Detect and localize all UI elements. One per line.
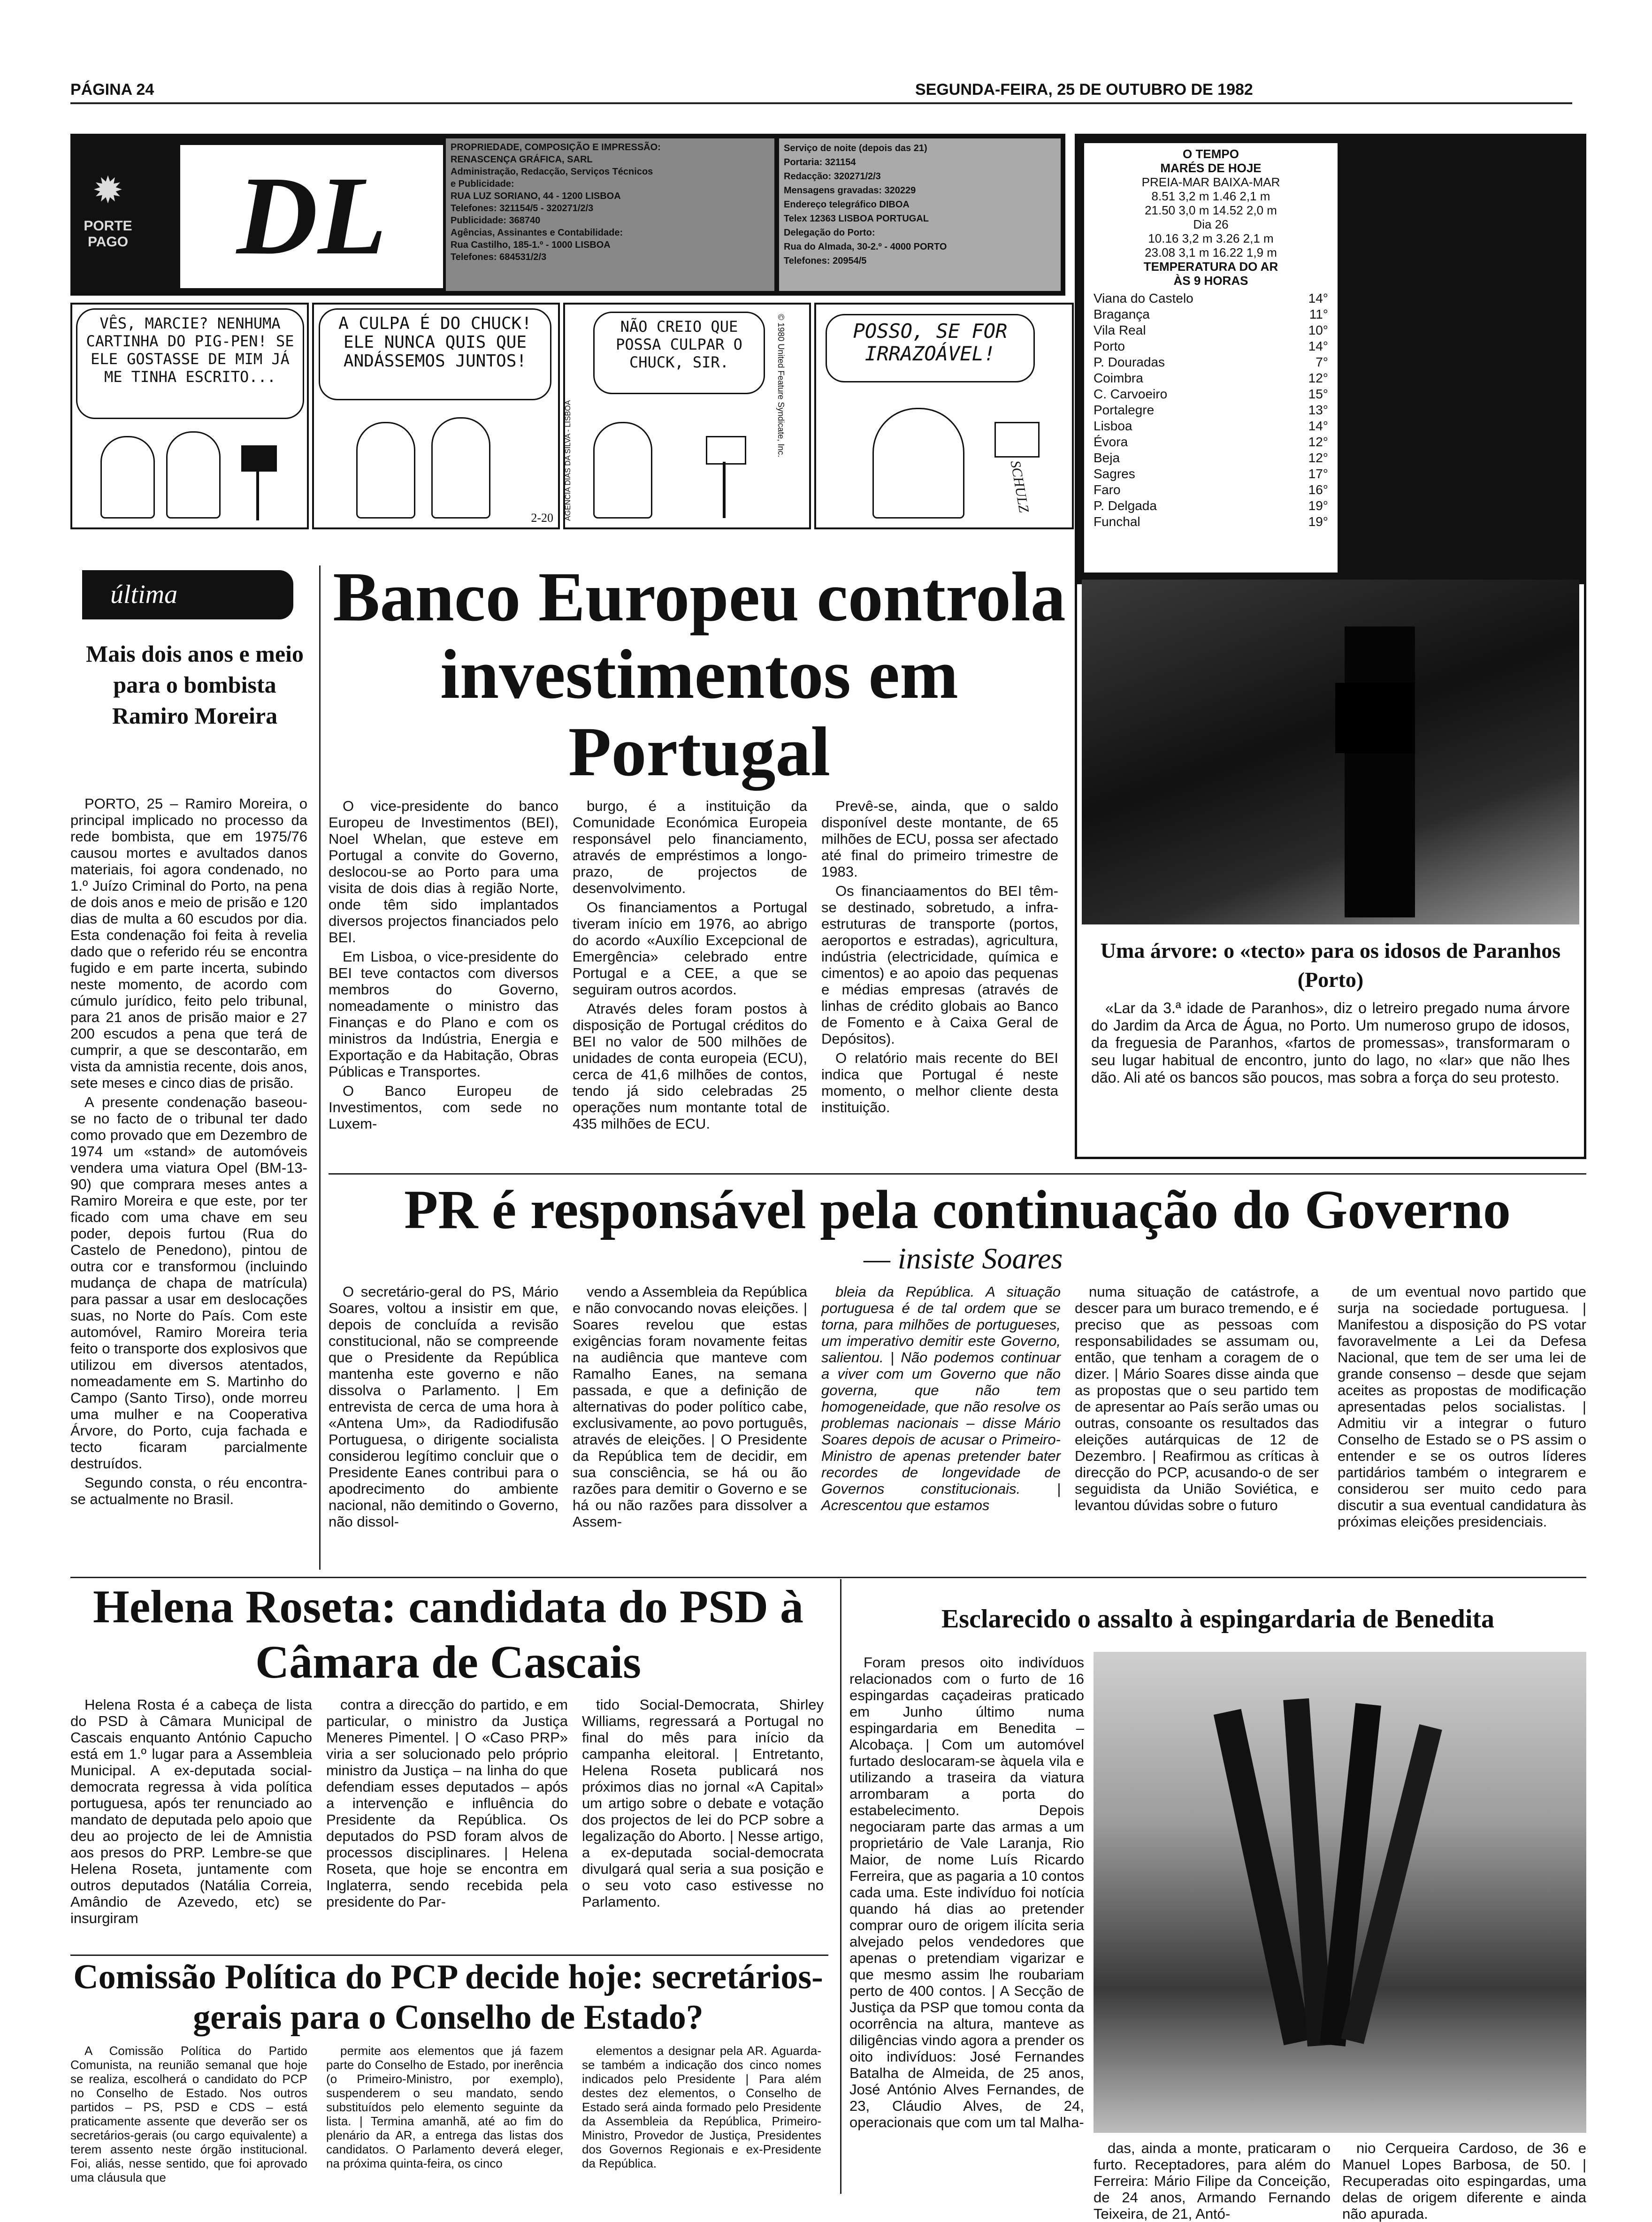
porte-pago-stamp <box>80 162 136 284</box>
paragraph: A presente condenação baseou-se no facto de o tribunal ter dado como provado que em Dezembro de 1974 um «stand» de automóveis vendera uma viatura Opel (BM-13-90) que comprara meses antes a Ramiro Moreira e que este, por ter ficado com uma chave em seu poder, depois furtou (Rua do Castelo de Penedono), pintou de outra cor e transformou (incluindo mudança de chapa de matrícula) para passar a usar em deslocações suas, no Norte do País. Com este automóvel, Ramiro Moreira teria feito o transporte dos explosivos que utilizou em diversos atentados, nomeadamente em S. Martinho do Campo (Santo Tirso), onde morreu uma mulher e na Cooperativa Árvore, do Porto, cuja fachada e tecto ficaram parcialmente destruídos. <box>70 1094 307 1472</box>
city-row <box>1094 466 1328 482</box>
owner-line: Rua Castilho, 185-1.º - 1000 LISBOA <box>451 240 611 250</box>
stamp-text: PORTE PAGO <box>84 218 132 250</box>
contact-line: Rua do Almada, 30-2.º - 4000 PORTO <box>784 242 947 252</box>
paragraph: das, ainda a monte, praticaram o furto. Receptadores, para além do Ferreira: Mário Filipe da Conceição, de 24 anos, Armando Fernando Teixeira, de 21, Antó- <box>1094 2140 1331 2222</box>
pcp-col-1 <box>70 2044 307 2199</box>
arvore-caption-text <box>1091 1000 1570 1150</box>
column-rule <box>840 1579 841 2194</box>
banco-headline: Banco Europeu controla investimentos em Portugal <box>333 558 1066 791</box>
contact-line: Telex 12363 LISBOA PORTUGAL <box>784 214 929 224</box>
comic-panel-2 <box>312 303 560 529</box>
contact-line: Redacção: 320271/2/3 <box>784 171 881 182</box>
pr-headline: PR é responsável pela continuação do Governo <box>404 1179 1511 1240</box>
city-temp: 14° <box>1308 291 1328 305</box>
paragraph: PORTO, 25 – Ramiro Moreira, o principal implicado no processo da rede bombista, que em 1975/76 causou mortes e avultados danos materiais, foi agora condenado, no 1.º Juízo Criminal do Porto, na pena de dois anos e meio de prisão e 120 dias de multa a 60 escudos por dia. Esta condenação foi feita à revelia dado que o referido réu se encontra fugido e em parte incerta, subindo neste momento, de acordo com cúmulo jurídico, feito pelo tribunal, para 21 anos de prisão maior e 27 200 escudos a pena que terá de cumprir, a que se descontarão, em vista da amnistia recente, dois anos, sete meses e cinco dias de prisão. <box>70 795 307 1091</box>
city-temp: 14° <box>1308 419 1328 433</box>
paragraph: nio Cerqueira Cardoso, de 36 e Manuel Lopes Barbosa, de 50. | Recuperadas oito espingardas, uma delas de origem diferente e ainda não apurada. <box>1342 2140 1586 2222</box>
tide-row: 23.08 3,1 m 16.22 1,9 m <box>1145 245 1277 260</box>
weather-box <box>1075 134 1586 584</box>
mailbox-icon <box>241 445 277 472</box>
tide-row: Dia 26 <box>1193 217 1229 231</box>
sign-board-shape <box>1335 683 1415 753</box>
paragraph: A Comissão Política do Partido Comunista, na reunião semanal que hoje se realiza, escolherá o candidato do PCP no Conselho de Estado. Nos outros partidos – PS, PSD e CDS – está praticamente assente que deverão ser os secretários-gerais (ou cargo equivalente) a terem assento neste órgão institucional. Foi, aliás, nesse sentido, que foi aprovado uma cláusula que <box>70 2044 307 2184</box>
pr-col-5 <box>1338 1283 1586 1570</box>
city-row <box>1094 434 1328 450</box>
temp-title: TEMPERATURA DO AR <box>1143 260 1278 274</box>
arvore-photo <box>1082 580 1579 924</box>
city-row <box>1094 338 1328 354</box>
city-temp: 12° <box>1308 435 1328 449</box>
paragraph: elementos a designar pela AR. Aguarda-se também a indicação dos cinco nomes indicados pelo Presidente | Para além destes dez elementos, o Conselho de Estado será ainda formado pelo Presidente da Assembleia da República, Primeiro-Ministro, Provedor de Justiça, Presidentes dos Governos Regionais e ex-Presidente da República. <box>582 2044 821 2170</box>
tides-header: PREIA-MAR BAIXA-MAR <box>1141 175 1280 189</box>
pr-col-4 <box>1075 1283 1319 1570</box>
city-row <box>1094 450 1328 466</box>
column-rule <box>319 565 321 1570</box>
benedita-col-1 <box>849 1654 1084 2194</box>
paragraph: Os financiaamentos do BEI têm-se destinado, sobretudo, a infra-estruturas de transporte (portos, aeroportos e estradas), agricultura, indústria (electricidade, química e cimentos) e ao apoio das pequenas e médias empresas (através de linhas de crédito globais ao Banco de Fomento e à Caixa Geral de Depósitos). <box>821 883 1058 1047</box>
masthead-owner-block <box>446 138 774 291</box>
ultima-headline: Mais dois anos e meio para o bombista Ramiro Moreira <box>86 641 304 729</box>
paragraph: permite aos elementos que já fazem parte do Conselho de Estado, por inerência (o Primeiro-Ministro, por exemplo), suspenderem o seu mandato, sendo substituídos pelo elemento seguinte da lista. | Termina amanhã, até ao fim do plenário da AR, a entrega das listas dos candidatos. O Parlamento deverá eleger, na próxima quinta-feira, os cinco <box>326 2044 563 2170</box>
benedita-col-2 <box>1094 2140 1331 2222</box>
pcp-col-2 <box>326 2044 563 2199</box>
owner-line: RUA LUZ SORIANO, 44 - 1200 LISBOA <box>451 191 621 201</box>
paragraph: O vice-presidente do banco Europeu de Investimentos (BEI), Noel Whelan, que esteve em Portugal a convite do Governo, deslocou-se ao Porto para uma visita de dois dias à região Norte, onde têm sido implantados diversos projectos financiados pelo BEI. <box>329 798 558 946</box>
pcp-col-3 <box>582 2044 821 2199</box>
city-name: Beja <box>1094 451 1120 465</box>
speech-bubble: VÊS, MARCIE? NENHUMA CARTINHA DO PIG-PEN! SE ELE GOSTASSE DE MIM JÁ ME TINHA ESCRITO... <box>76 308 304 419</box>
paragraph: O Banco Europeu de Investimentos, com sede no Luxem- <box>329 1083 558 1132</box>
city-temp: 14° <box>1308 339 1328 353</box>
comic-panel-1 <box>70 303 309 529</box>
owner-line: Telefones: 684531/2/3 <box>451 252 547 262</box>
paragraph: Helena Rosta é a cabeça de lista do PSD à Câmara Municipal de Cascais enquanto António Capucho está em 1.º lugar para a Assembleia Municipal. A ex-deputada social-democrata regressa à vida política portuguesa, após ter renunciado ao mandato de deputada pelo apoio que deu ao projecto de lei de Amnistia aos presos do PRP. Lembre-se que Helena Roseta, juntamente com outros deputados (Natália Correia, Amândio de Azevedo, etc) se insurgiram <box>70 1696 312 1926</box>
paragraph: de um eventual novo partido que surja na sociedade portuguesa. | Manifestou a disposição do PS votar favoravelmente a Lei da Defesa Nacional, que tem de ser uma lei de grande consenso – desde que sejam aceites as propostas de modificação apresentadas pelos socialistas. | Admitiu vir a integrar o futuro Conselho de Estado se o PS assim o entender e se os outros líderes partidários também o integrarem e considerou ser muito cedo para discutir a sua eventual candidatura às próximas eleições presidenciais. <box>1338 1283 1586 1530</box>
speech-bubble: NÃO CREIO QUE POSSA CULPAR O CHUCK, SIR. <box>593 312 765 394</box>
city-row <box>1094 322 1328 338</box>
city-row <box>1094 514 1328 530</box>
paragraph: Segundo consta, o réu encontra-se actualmente no Brasil. <box>70 1474 307 1507</box>
weather-table <box>1084 143 1338 575</box>
agency-credit: AGÊNCIA DIAS DA SILVA - LISBOA <box>564 400 572 521</box>
tide-row: 21.50 3,0 m 14.52 2,0 m <box>1145 203 1277 217</box>
city-name: C. Carvoeiro <box>1094 387 1168 401</box>
benedita-col-3 <box>1342 2140 1586 2222</box>
crest-icon: ✹ <box>94 172 122 208</box>
city-temp: 7° <box>1315 355 1328 369</box>
city-name: Évora <box>1094 435 1128 449</box>
speech-bubble: POSSO, SE FOR IRRAZOÁVEL! <box>826 314 1035 382</box>
pcp-headline: Comissão Política do PCP decide hoje: secretários-gerais para o Conselho de Estado? <box>73 1958 823 2037</box>
character-marcie <box>593 422 652 519</box>
header-rule <box>70 102 1572 104</box>
city-row <box>1094 354 1328 370</box>
character-marcie <box>356 422 415 519</box>
panel-code: 2-20 <box>531 511 553 525</box>
owner-line: PROPRIEDADE, COMPOSIÇÃO E IMPRESSÃO: <box>451 142 661 153</box>
ultima-label: última <box>82 570 293 619</box>
city-row <box>1094 482 1328 498</box>
city-row <box>1094 386 1328 402</box>
logo: DL <box>178 143 445 290</box>
city-row <box>1094 370 1328 386</box>
city-temp: 19° <box>1308 498 1328 513</box>
owner-line: Telefones: 321154/5 - 320271/2/3 <box>451 203 594 214</box>
section-rule <box>329 1173 1586 1175</box>
city-temp: 12° <box>1308 371 1328 385</box>
city-name: Sagres <box>1094 466 1135 481</box>
paragraph: O relatório mais recente do BEI indica que Portugal é neste momento, o melhor cliente desta instituição. <box>821 1050 1058 1115</box>
banco-col-2 <box>573 798 807 1190</box>
owner-line: e Publicidade: <box>451 179 514 189</box>
tide-row: 8.51 3,2 m 1.46 2,1 m <box>1151 189 1270 203</box>
city-name: Viana do Castelo <box>1094 291 1193 305</box>
arvore-box <box>1075 573 1586 1159</box>
paragraph: Através deles foram postos à disposição de Portugal créditos do BEI no valor de 500 milhões de unidades de conta europeia (ECU), cerca de 41,6 milhões de contos, tendo já sido celebradas 25 operações num montante total de 435 milhões de ECU. <box>573 1000 807 1132</box>
owner-line: Administração, Redacção, Serviços Técnicos <box>451 167 653 177</box>
city-row <box>1094 306 1328 322</box>
paragraph: vendo a Assembleia da República e não convocando novas eleições. | Soares revelou que estas exigências foram novamente feitas na audiência que manteve com Ramalho Eanes, na semana passada, e que a definição de alternativas do poder político cabe, exclusivamente, ao povo português, através de eleições. | O Presidente da República tem de decidir, em sua consciência, se há ou ão razões para demitir o Governo e se há ou não razões para dissolver a Assem- <box>573 1283 807 1530</box>
paragraph: burgo, é a instituição da Comunidade Económica Europeia responsável pelo financiamento, através de empréstimos a longo-prazo, de projectos de desenvolvimento. <box>573 798 807 896</box>
character-peppermint-patty <box>872 408 964 519</box>
contact-line: Serviço de noite (depois das 21) <box>784 143 927 153</box>
masthead <box>70 134 1065 296</box>
speech-bubble: A CULPA É DO CHUCK! ELE NUNCA QUIS QUE ANDÁSSEMOS JUNTOS! <box>319 308 551 400</box>
page-date: SEGUNDA-FEIRA, 25 DE OUTUBRO DE 1982 <box>915 81 1253 99</box>
city-name: P. Douradas <box>1094 355 1165 369</box>
city-name: Porto <box>1094 339 1125 353</box>
comic-panel-4 <box>814 303 1074 529</box>
helena-col-1 <box>70 1696 312 1950</box>
contact-line: Portaria: 321154 <box>784 157 856 168</box>
page-number: PÁGINA 24 <box>70 81 154 99</box>
city-temp: 12° <box>1308 451 1328 465</box>
city-temp: 15° <box>1308 387 1328 401</box>
owner-line: Agências, Assinantes e Contabilidade: <box>451 228 623 238</box>
owner-line: RENASCENÇA GRÁFICA, SARL <box>451 154 593 165</box>
city-name: Faro <box>1094 482 1121 497</box>
paragraph: Os financiamentos a Portugal tiveram início em 1976, ao abrigo do acordo «Auxílio Excepcional de Emergência» celebrado entre Portugal e a CEE, a que se seguiram outros acordos. <box>573 899 807 998</box>
temp-time: ÀS 9 HORAS <box>1173 274 1248 288</box>
character-peppermint-patty <box>166 431 221 519</box>
mailbox-icon <box>706 436 746 465</box>
character-marcie <box>100 436 155 519</box>
helena-col-2 <box>326 1696 568 1950</box>
banco-col-1 <box>329 798 558 1190</box>
city-name: Lisboa <box>1094 419 1132 433</box>
city-row <box>1094 418 1328 434</box>
paragraph: numa situação de catástrofe, a descer para um buraco tremendo, e é preciso que as pessoas com responsabilidades se assumam ou, então, que tenham a coragem de o dizer. | Mário Soares disse ainda que as propostas que o seu partido tem de apresentar ao País serão umas ou outras, consoante os resultados das eleições autárquicas de 12 de Dezembro. | Reafirmou as críticas à direcção do PCP, acusando-o de ser seguidista da União Soviética, e levantou dúvidas sobre o futuro <box>1075 1283 1319 1513</box>
paragraph: O secretário-geral do PS, Mário Soares, voltou a insistir em que, depois de concluída a revisão constitucional, não se compreende que o Presidente da República mantenha este governo e não dissolva o Parlamento. | Em entrevista de cerca de uma hora à «Antena Um», da Radiodifusão Portuguesa, o dirigente socialista considerou legítimo concluir que o Presidente Eanes contribui para o apodrecimento do ambiente nacional, não demitindo o Governo, não dissol- <box>329 1283 558 1530</box>
city-temp: 17° <box>1308 466 1328 481</box>
pr-col-3 <box>821 1283 1061 1570</box>
city-name: Coimbra <box>1094 371 1143 385</box>
tree-trunk-shape <box>1345 626 1415 917</box>
cartoonist-signature: SCHULZ <box>1007 459 1032 514</box>
city-name: Bragança <box>1094 307 1150 321</box>
mailbox-icon <box>994 422 1040 458</box>
owner-line: Publicidade: 368740 <box>451 215 541 226</box>
paragraph: Foram presos oito indivíduos relacionados com o furto de 16 espingardas caçadeiras praticado em Junho último numa espingardaria em Benedita – Alcobaça. | Com um automóvel furtado deslocaram-se àquela vila e utilizando a traseira da viatura arrombaram a porta do estabelecimento. Depois negociaram parte das armas a um proprietário de Vale Laranja, Rio Maior, de nome Luís Ricardo Ferreira, que as pagaria a 10 contos cada uma. Este indivíduo foi notícia quando há dias ao pretender comprar ouro de origem ilícita seria alvejado pelos vendedores que apenas o pretendiam vigarizar e que mesmo assim lhe roubariam perto de 400 contos. | A Secção de Justiça da PSP que tomou conta da ocorrência na altura, manteve as diligências vindo agora a prender os oito indivíduos: José Fernandes Batalha de Almeida, de 25 anos, José António Alves Fernandes, de 23, Cláudio Alves, de 24, operacionais que com um tal Malha- <box>849 1654 1084 2130</box>
helena-col-3 <box>582 1696 824 1950</box>
city-name: P. Delgada <box>1094 498 1157 513</box>
contact-line: Endereço telegráfico DIBOA <box>784 199 910 210</box>
paragraph: Em Lisboa, o vice-presidente do BEI teve contactos com diversos membros do Governo, nomeadamente o ministro das Finanças e do Plano e com os ministros da Indústria, Energia e Exportação e da Habitação, Obras Públicas e Transportes. <box>329 948 558 1080</box>
helena-headline: Helena Roseta: candidata do PSD à Câmara de Cascais <box>93 1581 803 1688</box>
city-row <box>1094 498 1328 514</box>
city-row <box>1094 402 1328 418</box>
city-temp: 13° <box>1308 403 1328 417</box>
weather-title: O TEMPO <box>1183 147 1239 161</box>
mailbox-post <box>256 469 259 520</box>
paragraph: bleia da República. A situação portuguesa é de tal ordem que se torna, para milhões de portugueses, um imperativo demitir este Governo, salientou. | Não podemos continuar a viver com um Governo que não governa, que não tem homogeneidade, que não resolve os problemas nacionais – disse Mário Soares depois de acusar o Primeiro-Ministro de apenas pretender bater recordes de longevidade de Governos constitucionais. | Acrescentou que estamos <box>821 1283 1061 1513</box>
paragraph: «Lar da 3.ª idade de Paranhos», diz o letreiro pregado numa árvore do Jardim da Arca de Água, no Porto. Um numeroso grupo de idosos, da freguesia de Paranhos, «fartos de promessas», transformaram o seu lugar habitual de encontro, junto do lago, no «lar» que não lhes dão. Ali até os bancos são poucos, mas sobra a força do seu protesto. <box>1091 1000 1570 1086</box>
character-peppermint-patty <box>431 417 490 519</box>
banco-col-3 <box>821 798 1058 1190</box>
contact-line: Mensagens gravadas: 320229 <box>784 185 916 196</box>
paragraph: contra a direcção do partido, e em particular, o ministro da Justiça Meneres Pimentel. | O «Caso PRP» viria a ser solucionado pelo próprio ministro da Justiça – na linha do que defendiam esses deputados – após a intervenção e influência do Presidente da República. Os deputados do PSD foram alvos de processos disciplinares. | Helena Roseta, que hoje se encontra em Inglaterra, sendo recebida pela presidente do Par- <box>326 1696 568 1910</box>
masthead-contact-block <box>779 138 1061 291</box>
paragraph: tido Social-Democrata, Shirley Williams, regressará a Portugal no final do mês para início da campanha eleitoral. | Entretanto, Helena Roseta publicará nos próximos dias no jornal «A Capital» um artigo sobre o debate e votação dos projectos de lei do PCP sobre a legalização do Aborto. | Nesse artigo, a ex-deputada social-democrata divulgará qual seria a sua posição e o seu voto caso estivesse no Parlamento. <box>582 1696 824 1910</box>
city-name: Vila Real <box>1094 323 1146 337</box>
city-temp: 11° <box>1309 307 1328 321</box>
paragraph: Prevê-se, ainda, que o saldo disponível deste montante, de 65 milhões de ECU, possa ser afectado até final do primeiro trimestre de 1983. <box>821 798 1058 880</box>
syndicate-credit: © 1980 United Feature Syndicate, Inc. <box>776 314 786 458</box>
mailbox-post <box>723 462 726 518</box>
city-temp: 10° <box>1308 323 1328 337</box>
city-name: Portalegre <box>1094 403 1155 417</box>
pr-col-2 <box>573 1283 807 1570</box>
tides-title: MARÉS DE HOJE <box>1160 161 1262 175</box>
tide-row: 10.16 3,2 m 3.26 2,1 m <box>1148 231 1274 245</box>
contact-line: Telefones: 20954/5 <box>784 256 867 266</box>
city-name: Funchal <box>1094 514 1140 529</box>
ultima-body <box>70 795 307 1570</box>
section-rule <box>70 1955 828 1956</box>
arvore-caption-title: Uma árvore: o «tecto» para os idosos de Paranhos (Porto) <box>1100 939 1561 992</box>
comic-panel-3 <box>563 303 811 529</box>
pr-col-1 <box>329 1283 558 1570</box>
section-rule <box>70 1577 1586 1578</box>
benedita-headline: Esclarecido o assalto à espingardaria de Benedita <box>941 1604 1495 1634</box>
contact-line: Delegação do Porto: <box>784 228 875 238</box>
city-row <box>1094 290 1328 306</box>
city-temp: 19° <box>1308 514 1328 529</box>
city-temp: 16° <box>1308 482 1328 497</box>
pr-subhead: — insiste Soares <box>864 1242 1063 1275</box>
benedita-photo <box>1094 1652 1586 2133</box>
